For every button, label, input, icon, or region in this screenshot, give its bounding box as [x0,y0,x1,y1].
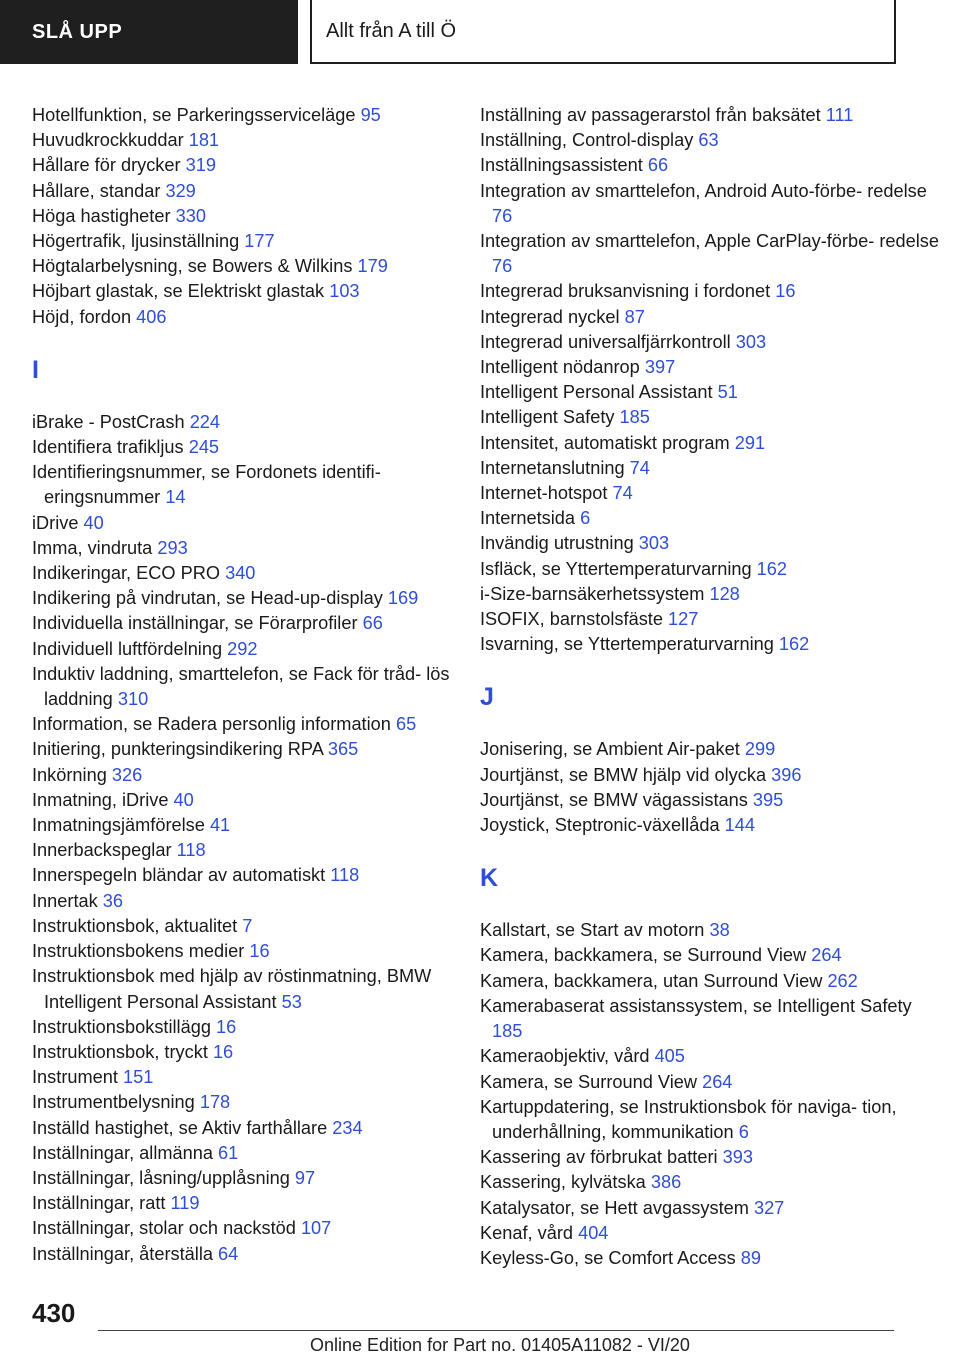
index-entry [480,1044,940,1069]
index-entry-term: Inställning, Control-display [480,130,694,151]
index-letter-heading: J [480,683,494,712]
index-entry [32,737,452,762]
index-entry [480,456,940,481]
index-entry [32,863,452,888]
index-entry [32,1015,452,1040]
index-entry [480,279,940,304]
index-entry [480,918,940,943]
index-entry-term: Inställningar, allmänna [32,1142,213,1163]
index-entry [32,1040,452,1065]
index-page-link[interactable]: 264 [811,945,842,966]
index-entry [32,1242,452,1267]
index-entry-term: Kameraobjektiv, vård [480,1046,650,1067]
index-entry [32,813,452,838]
index-entry-term: Inställningar, återställa [32,1243,213,1264]
index-page-link[interactable]: 97 [294,1167,316,1188]
index-page-link[interactable]: 185 [619,407,650,428]
index-page-link[interactable]: 162 [756,558,788,579]
index-entry-term: iDrive [32,512,79,533]
index-entry-term: Individuella inställningar, se Förarprofiler [32,613,358,634]
index-page-link[interactable]: 179 [357,256,388,277]
index-entry [480,1170,940,1195]
index-entry [32,1216,452,1241]
index-entry-term: Instruktionsbok, tryckt [32,1041,208,1062]
index-entry [32,662,452,712]
index-entry [32,1141,452,1166]
index-entry-term: Katalysator, se Hett avgassystem [480,1197,749,1218]
index-entry-term: Hållare för drycker [32,155,181,176]
index-entry-term: Intelligent nödanrop [480,357,640,378]
index-entry-term: Instruktionsbokens medier [32,941,245,962]
index-entry-term: Högertrafik, ljusinställning [32,231,240,252]
index-entry-term: Jourtjänst, se BMW hjälp vid olycka [480,764,767,785]
index-page-link[interactable]: 89 [740,1247,762,1268]
index-entry [480,380,940,405]
index-entry-term: Invändig utrustning [480,533,634,554]
index-entry [32,889,452,914]
index-entry [480,763,940,788]
index-entry [32,128,452,153]
index-entry-term: Identifieringsnummer, se Fordonets identifi‐ eringsnummer [32,462,381,508]
index-entry-term: Huvudkrockkuddar [32,130,184,151]
index-page-link[interactable]: 16 [212,1041,234,1062]
index-entry [480,1145,940,1170]
index-entry-term: Inställd hastighet, se Aktiv farthållare [32,1117,328,1138]
index-page-link[interactable]: 64 [218,1243,239,1264]
index-page-link[interactable]: 6 [580,508,591,529]
index-entry [480,506,940,531]
index-entry [480,330,940,355]
index-entry-term: Individuell luftfördelning [32,638,223,659]
index-page-link[interactable]: 406 [136,306,167,327]
index-entry-term: Intelligent Personal Assistant [480,382,713,403]
index-entry-term: Höga hastigheter [32,205,171,226]
index-page-link[interactable]: 293 [157,537,188,558]
index-entry [480,405,940,430]
index-entry [32,305,452,330]
index-entry-term: Höjd, fordon [32,306,132,327]
index-page-link[interactable]: 292 [227,638,258,659]
index-entry [480,1070,940,1095]
index-page-link[interactable]: 76 [492,256,513,277]
chapter-header [312,0,896,64]
index-entry-term: Indikering på vindrutan, se Head-up-display [32,588,383,609]
index-page-link[interactable]: 61 [218,1142,239,1163]
index-entry [32,179,452,204]
index-entry-term: Inmatningsjämförelse [32,815,205,836]
index-page-link[interactable]: 111 [825,105,854,125]
index-entry [32,586,452,611]
index-entry [480,431,940,456]
index-page-link[interactable]: 405 [654,1046,685,1067]
index-entry-term: Instruktionsbokstillägg [32,1016,211,1037]
index-entry-term: Integrerad nyckel [480,306,620,327]
index-entry-term: Inkörning [32,764,107,785]
index-entry-term: Innertak [32,890,98,911]
index-page-link[interactable]: 107 [300,1218,332,1239]
index-entry-term: Integrerad bruksanvisning i fordonet [480,281,771,302]
index-entry [32,279,452,304]
index-entry [480,943,940,968]
index-entry-term: Höjbart glastak, se Elektriskt glastak [32,281,325,302]
index-entry-term: Inställningar, ratt [32,1193,166,1214]
index-page-link[interactable]: 87 [624,306,645,327]
index-entry [480,994,940,1044]
index-page-link[interactable]: 76 [492,205,513,226]
index-entry-term: iBrake - PostCrash [32,411,185,432]
index-page-link[interactable]: 74 [612,483,633,504]
index-entry [480,582,940,607]
index-page-link[interactable]: 51 [717,382,738,403]
index-page-link[interactable]: 16 [775,281,796,302]
index-entry [480,813,940,838]
index-page-link[interactable]: 6 [738,1121,749,1142]
index-entry [480,1221,940,1246]
index-entry-term: Jourtjänst, se BMW vägassistans [480,789,748,810]
index-entry-term: Instrumentbelysning [32,1092,195,1113]
index-page-link[interactable]: 7 [242,915,253,936]
section-tab [0,0,298,64]
index-entry [480,103,940,128]
index-entry-term: Information, se Radera personlig information [32,714,391,735]
index-entry-term: Kassering av förbrukat batteri [480,1147,718,1168]
index-letter-heading: K [480,864,499,893]
index-entry [32,561,452,586]
index-entry [480,557,940,582]
index-page-link[interactable]: 177 [244,231,275,252]
index-page-link[interactable]: 66 [362,613,383,634]
index-page-link[interactable]: 224 [189,411,221,432]
index-entry [32,1166,452,1191]
index-entry-term: Inställningar, låsning/upplåsning [32,1167,290,1188]
index-entry [32,838,452,863]
index-page-link[interactable]: 151 [122,1067,154,1088]
index-page-link[interactable]: 74 [629,457,650,478]
index-page-link[interactable]: 327 [753,1197,785,1218]
index-entry-term: Instruktionsbok, aktualitet [32,915,238,936]
index-entry [32,511,452,536]
index-entry-term: Inmatning, iDrive [32,789,169,810]
index-page-link[interactable]: 38 [709,920,730,941]
index-page-link[interactable]: 41 [209,815,231,836]
index-entry-term: Internetsida [480,508,576,529]
chapter-title: Allt från A till Ö [326,19,457,42]
index-entry [32,460,452,510]
index-entry [32,1065,452,1090]
index-entry-term: Initiering, punkteringsindikering RPA [32,739,323,760]
index-page-link[interactable]: 395 [752,789,784,810]
index-entry-term: Kamera, backkamera, se Surround View [480,945,807,966]
index-entry-term: Kassering, kylvätska [480,1172,646,1193]
index-page-link[interactable]: 329 [165,180,196,201]
index-entry [32,229,452,254]
index-entry-term: Intelligent Safety [480,407,615,428]
index-entry-term: Joystick, Steptronic-växellåda [480,815,720,836]
index-entry [32,536,452,561]
index-entry [480,229,940,279]
index-page-link[interactable]: 264 [702,1071,733,1092]
index-entry [480,1095,940,1145]
index-page-link[interactable]: 65 [395,714,417,735]
index-entry-term: Isfläck, se Yttertemperaturvarning [480,558,752,579]
index-entry-term: Identifiera trafikljus [32,437,184,458]
index-entry-term: i-Size-barnsäkerhetssystem [480,583,705,604]
index-page-link[interactable]: 178 [199,1092,231,1113]
index-entry-term: Kenaf, vård [480,1222,574,1243]
index-page-link[interactable]: 95 [360,105,381,125]
index-page-link[interactable]: 66 [647,155,669,176]
index-entry [480,179,940,229]
index-entry-term: Innerbackspeglar [32,840,172,861]
index-entry-term: Kamera, se Surround View [480,1071,698,1092]
index-page-link[interactable]: 118 [330,865,360,886]
index-entry-term: Induktiv laddning, smarttelefon, se Fack för tråd‐ lös laddning [32,663,450,710]
index-entry [32,611,452,636]
index-page-link[interactable]: 119 [170,1193,200,1214]
index-entry [32,964,452,1014]
index-entry-term: Instrument [32,1067,118,1088]
index-page-link[interactable]: 319 [185,155,216,176]
footer-divider [98,1330,894,1331]
index-page-link[interactable]: 40 [173,789,194,810]
index-entry [480,481,940,506]
index-entry [32,788,452,813]
index-page-link[interactable]: 326 [111,764,143,785]
index-entry [480,607,940,632]
index-page-link[interactable]: 63 [698,130,719,151]
index-entry [32,153,452,178]
index-entry [480,531,940,556]
page-number: 430 [32,1298,76,1328]
index-entry-term: Hållare, standar [32,180,161,201]
index-page-link[interactable]: 16 [216,1016,237,1037]
index-page-link[interactable]: 291 [734,432,766,453]
index-entry [480,788,940,813]
index-column-right [480,103,940,1271]
index-entry-term: Indikeringar, ECO PRO [32,563,221,584]
index-page-link[interactable]: 303 [638,533,670,554]
index-page-link[interactable]: 303 [735,331,767,352]
index-entry [480,1246,940,1271]
index-page-link[interactable]: 234 [332,1117,363,1138]
index-page-link[interactable]: 103 [329,281,360,302]
index-entry [32,1191,452,1216]
index-entry-term: Högtalarbelysning, se Bowers & Wilkins [32,256,353,277]
index-page-link[interactable]: 144 [724,815,755,836]
index-entry [480,969,940,994]
index-page-link[interactable]: 128 [709,583,740,604]
index-page-link[interactable]: 185 [492,1021,523,1042]
index-entry [32,254,452,279]
section-title: SLÅ UPP [32,20,123,43]
index-entry-term: Imma, vindruta [32,537,153,558]
index-page-link[interactable]: 16 [249,941,270,962]
index-entry-term: Jonisering, se Ambient Air-paket [480,739,740,760]
index-entry [32,103,452,128]
index-entry-term: Internet-hotspot [480,483,608,504]
index-entry [32,410,452,435]
index-entry [480,632,940,657]
index-entry-term: ISOFIX, barnstolsfäste [480,609,663,630]
index-entry [32,712,452,737]
index-page-link[interactable]: 386 [650,1172,682,1193]
index-page-link[interactable]: 397 [644,357,676,378]
index-page-link[interactable]: 310 [117,689,149,710]
index-entry-term: Inställning av passagerarstol från baksätet [480,105,821,125]
index-page-link[interactable]: 245 [188,437,220,458]
index-entry-term: Inställningar, stolar och nackstöd [32,1218,296,1239]
index-entry-term: Kamerabaserat assistanssystem, se Intelligent Safety [480,995,912,1016]
index-entry-term: Kallstart, se Start av motorn [480,920,705,941]
index-page-link[interactable]: 262 [827,970,858,991]
index-page-link[interactable]: 181 [188,130,220,151]
index-page-link[interactable]: 396 [771,764,802,785]
index-entry [32,1116,452,1141]
index-page-link[interactable]: 14 [165,487,186,508]
index-page-link[interactable]: 162 [778,634,810,655]
index-entry-term: Keyless-Go, se Comfort Access [480,1247,736,1268]
index-entry [32,914,452,939]
index-entry [480,305,940,330]
index-entry [480,128,940,153]
index-page-link[interactable]: 118 [176,840,206,861]
index-entry-term: Integrerad universalfjärrkontroll [480,331,731,352]
edition-note: Online Edition for Part no. 01405A11082 - VI/20 [310,1335,690,1355]
index-entry-term: Hotellfunktion, se Parkeringsserviceläge [32,105,356,125]
index-entry-term: Isvarning, se Yttertemperaturvarning [480,634,774,655]
index-entry-term: Instruktionsbok med hjälp av röstinmatning, BMW Intelligent Personal Assistant [32,966,432,1012]
index-page-link[interactable]: 404 [578,1222,609,1243]
index-page-link[interactable]: 299 [744,739,776,760]
index-page-link[interactable]: 169 [387,588,419,609]
index-page-link[interactable]: 53 [281,991,302,1012]
index-entry-term: Internetanslutning [480,457,625,478]
index-entry [32,1090,452,1115]
index-entry [32,939,452,964]
index-page-link[interactable]: 365 [327,739,359,760]
index-page-link[interactable]: 40 [83,512,104,533]
index-entry [32,204,452,229]
index-entry [480,737,940,762]
index-entry-term: Integration av smarttelefon, Android Auto-förbe‐ redelse [480,180,927,201]
index-entry [480,153,940,178]
index-entry-term: Kamera, backkamera, utan Surround View [480,970,823,991]
index-page-link[interactable]: 36 [102,890,124,911]
index-entry-term: Kartuppdatering, se Instruktionsbok för naviga‐ tion, underhållning, kommunikation [480,1096,897,1142]
index-entry-term: Intensitet, automatiskt program [480,432,730,453]
index-letter-heading: I [32,355,39,384]
index-entry-term: Inställningsassistent [480,155,643,176]
index-entry [32,763,452,788]
index-entry-term: Innerspegeln bländar av automatiskt [32,865,326,886]
index-entry [32,435,452,460]
index-entry [480,1196,940,1221]
index-page-link[interactable]: 393 [722,1147,753,1168]
index-page-link[interactable]: 127 [668,609,699,630]
index-page-link[interactable]: 340 [225,563,256,584]
index-entry [480,355,940,380]
index-page-link[interactable]: 330 [175,205,206,226]
index-entry [32,637,452,662]
index-column-left [32,103,452,1267]
index-entry-term: Integration av smarttelefon, Apple CarPlay-förbe‐ redelse [480,231,939,252]
